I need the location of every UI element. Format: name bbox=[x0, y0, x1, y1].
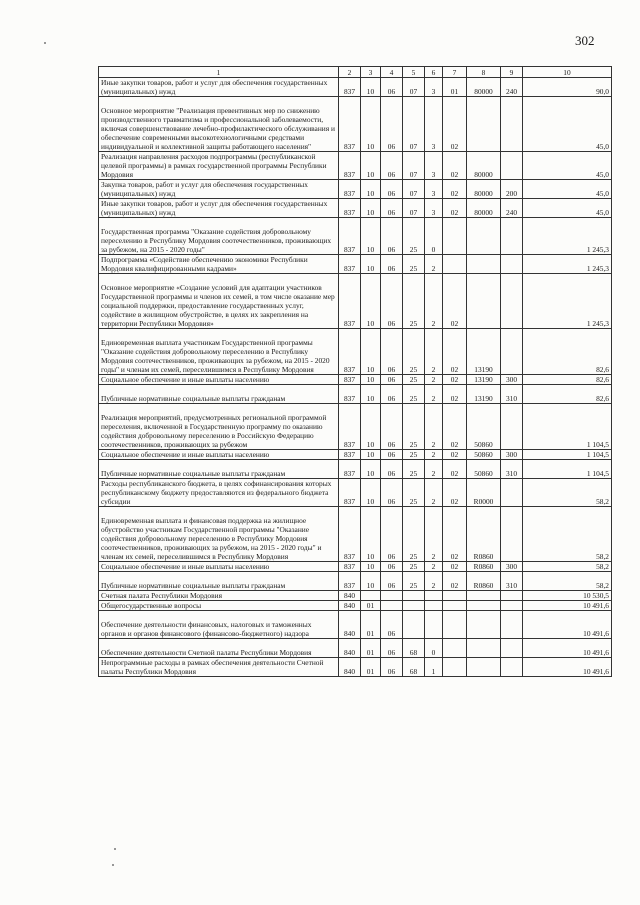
amount-cell: 58,2 bbox=[523, 479, 612, 507]
subprogram-code-cell: 2 bbox=[425, 274, 443, 329]
table-row bbox=[99, 97, 612, 152]
subsection-code-cell: 06 bbox=[381, 658, 403, 677]
event-code-cell bbox=[443, 591, 467, 601]
column-number-header: 4 bbox=[381, 67, 403, 78]
subprogram-code-cell: 3 bbox=[425, 180, 443, 199]
event-code-cell: 02 bbox=[443, 450, 467, 460]
expense-type-code-cell bbox=[501, 404, 523, 450]
table-row bbox=[99, 507, 612, 562]
subsection-code-cell: 06 bbox=[381, 450, 403, 460]
subsection-code-cell: 06 bbox=[381, 274, 403, 329]
ministry-code-cell: 837 bbox=[339, 375, 361, 385]
table-row bbox=[99, 601, 612, 611]
section-code-cell: 10 bbox=[361, 562, 381, 572]
subprogram-code-cell bbox=[425, 591, 443, 601]
event-code-cell: 02 bbox=[443, 507, 467, 562]
subsection-code-cell: 06 bbox=[381, 152, 403, 180]
column-number-header: 5 bbox=[403, 67, 425, 78]
table-row bbox=[99, 460, 612, 479]
program-code-cell: 25 bbox=[403, 479, 425, 507]
amount-cell: 82,6 bbox=[523, 329, 612, 375]
table-row bbox=[99, 274, 612, 329]
amount-cell: 1 104,5 bbox=[523, 404, 612, 450]
subsection-code-cell: 06 bbox=[381, 180, 403, 199]
expense-type-code-cell bbox=[501, 479, 523, 507]
expense-type-code-cell bbox=[501, 591, 523, 601]
subsection-code-cell: 06 bbox=[381, 562, 403, 572]
subprogram-code-cell: 2 bbox=[425, 329, 443, 375]
event-code-cell bbox=[443, 255, 467, 274]
program-code-cell: 25 bbox=[403, 572, 425, 591]
amount-cell: 58,2 bbox=[523, 507, 612, 562]
expense-type-code-cell bbox=[501, 218, 523, 255]
expense-type-code-cell: 310 bbox=[501, 385, 523, 404]
table-row bbox=[99, 218, 612, 255]
subsection-code-cell: 06 bbox=[381, 329, 403, 375]
subsection-code-cell: 06 bbox=[381, 460, 403, 479]
description-cell: Иные закупки товаров, работ и услуг для обеспечения государственных (муниципальных) нужд bbox=[99, 199, 339, 218]
expense-direction-code-cell bbox=[467, 591, 501, 601]
subsection-code-cell: 06 bbox=[381, 218, 403, 255]
ministry-code-cell: 837 bbox=[339, 404, 361, 450]
section-code-cell: 10 bbox=[361, 375, 381, 385]
subprogram-code-cell: 1 bbox=[425, 658, 443, 677]
table-row bbox=[99, 199, 612, 218]
expense-type-code-cell: 200 bbox=[501, 180, 523, 199]
program-code-cell: 25 bbox=[403, 255, 425, 274]
table-row bbox=[99, 591, 612, 601]
event-code-cell: 02 bbox=[443, 385, 467, 404]
ministry-code-cell: 837 bbox=[339, 97, 361, 152]
scan-speck bbox=[114, 848, 116, 850]
description-cell: Публичные нормативные социальные выплаты гражданам bbox=[99, 385, 339, 404]
description-cell: Социальное обеспечение и иные выплаты населению bbox=[99, 375, 339, 385]
subprogram-code-cell: 3 bbox=[425, 152, 443, 180]
description-cell: Обеспечение деятельности финансовых, налоговых и таможенных органов и органов финансового (финансово-бюджетного) надзора bbox=[99, 611, 339, 639]
expense-type-code-cell: 240 bbox=[501, 199, 523, 218]
subprogram-code-cell: 0 bbox=[425, 218, 443, 255]
expense-type-code-cell bbox=[501, 97, 523, 152]
amount-cell: 82,6 bbox=[523, 385, 612, 404]
table-row bbox=[99, 180, 612, 199]
event-code-cell: 02 bbox=[443, 274, 467, 329]
amount-cell: 1 245,3 bbox=[523, 218, 612, 255]
description-cell: Расходы республиканского бюджета, в целях софинансирования которых республиканскому бюджету предоставляются из федерального бюджета субсидии bbox=[99, 479, 339, 507]
amount-cell: 1 104,5 bbox=[523, 450, 612, 460]
description-cell: Публичные нормативные социальные выплаты гражданам bbox=[99, 460, 339, 479]
description-cell: Основное мероприятие «Создание условий для адаптации участников Государственной программы и членов их семей, в том числе оказание мер социальной поддержки, предоставление государственных услуг, содействие в жилищном обустройстве, в целях их закрепления на территории Республики Мордовия» bbox=[99, 274, 339, 329]
table-row bbox=[99, 572, 612, 591]
program-code-cell: 07 bbox=[403, 152, 425, 180]
table-row bbox=[99, 78, 612, 97]
amount-cell: 45,0 bbox=[523, 152, 612, 180]
section-code-cell: 10 bbox=[361, 404, 381, 450]
scan-speck bbox=[44, 42, 46, 44]
subprogram-code-cell: 2 bbox=[425, 479, 443, 507]
ministry-code-cell: 840 bbox=[339, 658, 361, 677]
expense-direction-code-cell: 50860 bbox=[467, 460, 501, 479]
ministry-code-cell: 837 bbox=[339, 218, 361, 255]
expense-type-code-cell: 300 bbox=[501, 450, 523, 460]
section-code-cell: 10 bbox=[361, 199, 381, 218]
expense-direction-code-cell bbox=[467, 218, 501, 255]
ministry-code-cell: 837 bbox=[339, 507, 361, 562]
amount-cell: 45,0 bbox=[523, 199, 612, 218]
section-code-cell: 10 bbox=[361, 78, 381, 97]
table-row bbox=[99, 562, 612, 572]
program-code-cell: 25 bbox=[403, 274, 425, 329]
amount-cell: 45,0 bbox=[523, 180, 612, 199]
program-code-cell: 25 bbox=[403, 385, 425, 404]
subprogram-code-cell: 2 bbox=[425, 572, 443, 591]
amount-cell: 1 245,3 bbox=[523, 274, 612, 329]
expense-direction-code-cell: R0860 bbox=[467, 562, 501, 572]
subsection-code-cell: 06 bbox=[381, 97, 403, 152]
table-row bbox=[99, 658, 612, 677]
program-code-cell: 68 bbox=[403, 658, 425, 677]
subprogram-code-cell: 0 bbox=[425, 639, 443, 658]
section-code-cell: 01 bbox=[361, 601, 381, 611]
program-code-cell bbox=[403, 611, 425, 639]
subsection-code-cell: 06 bbox=[381, 78, 403, 97]
expense-type-code-cell bbox=[501, 507, 523, 562]
expense-type-code-cell bbox=[501, 611, 523, 639]
ministry-code-cell: 837 bbox=[339, 180, 361, 199]
subsection-code-cell: 06 bbox=[381, 404, 403, 450]
section-code-cell: 10 bbox=[361, 385, 381, 404]
ministry-code-cell: 837 bbox=[339, 479, 361, 507]
budget-allocation-table bbox=[98, 66, 612, 677]
ministry-code-cell: 837 bbox=[339, 572, 361, 591]
expense-direction-code-cell bbox=[467, 611, 501, 639]
description-cell: Реализация мероприятий, предусмотренных региональной программой переселения, включенной в Государственную программу по оказанию содействия добровольному переселению в Российскую Федерацию соотечественников, проживающих за рубежом bbox=[99, 404, 339, 450]
expense-direction-code-cell bbox=[467, 658, 501, 677]
table-row bbox=[99, 611, 612, 639]
expense-direction-code-cell: 13190 bbox=[467, 329, 501, 375]
event-code-cell bbox=[443, 611, 467, 639]
event-code-cell: 01 bbox=[443, 78, 467, 97]
subprogram-code-cell: 3 bbox=[425, 78, 443, 97]
expense-direction-code-cell: 13190 bbox=[467, 385, 501, 404]
subprogram-code-cell bbox=[425, 611, 443, 639]
expense-type-code-cell: 310 bbox=[501, 460, 523, 479]
description-cell: Общегосударственные вопросы bbox=[99, 601, 339, 611]
event-code-cell: 02 bbox=[443, 572, 467, 591]
event-code-cell: 02 bbox=[443, 460, 467, 479]
column-number-header: 1 bbox=[99, 67, 339, 78]
description-cell: Счетная палата Республики Мордовия bbox=[99, 591, 339, 601]
ministry-code-cell: 837 bbox=[339, 78, 361, 97]
description-cell: Реализация направления расходов подпрограммы (республиканской целевой программы) в рамках государственной программы Республики Мордовия bbox=[99, 152, 339, 180]
subsection-code-cell: 06 bbox=[381, 375, 403, 385]
table-row bbox=[99, 152, 612, 180]
subprogram-code-cell: 2 bbox=[425, 255, 443, 274]
subsection-code-cell: 06 bbox=[381, 479, 403, 507]
subprogram-code-cell: 3 bbox=[425, 97, 443, 152]
section-code-cell: 01 bbox=[361, 611, 381, 639]
expense-direction-code-cell: 80000 bbox=[467, 199, 501, 218]
table-row bbox=[99, 479, 612, 507]
amount-cell: 10 491,6 bbox=[523, 601, 612, 611]
expense-type-code-cell bbox=[501, 329, 523, 375]
column-number-row bbox=[99, 67, 612, 78]
section-code-cell: 10 bbox=[361, 97, 381, 152]
ministry-code-cell: 837 bbox=[339, 329, 361, 375]
event-code-cell: 02 bbox=[443, 562, 467, 572]
subsection-code-cell: 06 bbox=[381, 639, 403, 658]
subsection-code-cell bbox=[381, 601, 403, 611]
subsection-code-cell: 06 bbox=[381, 572, 403, 591]
table-row bbox=[99, 329, 612, 375]
subprogram-code-cell: 2 bbox=[425, 450, 443, 460]
program-code-cell: 68 bbox=[403, 639, 425, 658]
ministry-code-cell: 837 bbox=[339, 450, 361, 460]
section-code-cell: 01 bbox=[361, 639, 381, 658]
expense-type-code-cell: 240 bbox=[501, 78, 523, 97]
expense-type-code-cell bbox=[501, 152, 523, 180]
subsection-code-cell: 06 bbox=[381, 385, 403, 404]
amount-cell: 10 491,6 bbox=[523, 639, 612, 658]
section-code-cell: 01 bbox=[361, 658, 381, 677]
description-cell: Социальное обеспечение и иные выплаты населению bbox=[99, 562, 339, 572]
description-cell: Единовременная выплата участникам Государственной программы "Оказание содействия добровольному переселению в Республику Мордовия соотечественников, проживающих за рубежом, на 2015 - 2020 годы" и членам их семей, переселившимся в Республику Мордовия bbox=[99, 329, 339, 375]
table-row bbox=[99, 255, 612, 274]
amount-cell: 45,0 bbox=[523, 97, 612, 152]
program-code-cell: 25 bbox=[403, 375, 425, 385]
column-number-header: 7 bbox=[443, 67, 467, 78]
section-code-cell: 10 bbox=[361, 572, 381, 591]
subprogram-code-cell: 2 bbox=[425, 507, 443, 562]
program-code-cell: 25 bbox=[403, 329, 425, 375]
ministry-code-cell: 840 bbox=[339, 639, 361, 658]
program-code-cell: 25 bbox=[403, 562, 425, 572]
subprogram-code-cell: 2 bbox=[425, 385, 443, 404]
amount-cell: 58,2 bbox=[523, 572, 612, 591]
section-code-cell: 10 bbox=[361, 329, 381, 375]
expense-type-code-cell: 310 bbox=[501, 572, 523, 591]
subsection-code-cell: 06 bbox=[381, 611, 403, 639]
program-code-cell: 07 bbox=[403, 97, 425, 152]
column-number-header: 2 bbox=[339, 67, 361, 78]
expense-direction-code-cell bbox=[467, 274, 501, 329]
amount-cell: 90,0 bbox=[523, 78, 612, 97]
column-number-header: 10 bbox=[523, 67, 612, 78]
expense-direction-code-cell: 50860 bbox=[467, 450, 501, 460]
subsection-code-cell: 06 bbox=[381, 507, 403, 562]
expense-type-code-cell: 300 bbox=[501, 375, 523, 385]
expense-type-code-cell: 300 bbox=[501, 562, 523, 572]
amount-cell: 10 491,6 bbox=[523, 611, 612, 639]
program-code-cell bbox=[403, 601, 425, 611]
amount-cell: 10 530,5 bbox=[523, 591, 612, 601]
table-row bbox=[99, 385, 612, 404]
section-code-cell: 10 bbox=[361, 507, 381, 562]
program-code-cell: 25 bbox=[403, 450, 425, 460]
table-row bbox=[99, 450, 612, 460]
section-code-cell: 10 bbox=[361, 274, 381, 329]
program-code-cell: 25 bbox=[403, 460, 425, 479]
expense-type-code-cell bbox=[501, 601, 523, 611]
expense-direction-code-cell bbox=[467, 97, 501, 152]
event-code-cell: 02 bbox=[443, 152, 467, 180]
event-code-cell bbox=[443, 658, 467, 677]
column-number-header: 9 bbox=[501, 67, 523, 78]
event-code-cell: 02 bbox=[443, 329, 467, 375]
table-row bbox=[99, 639, 612, 658]
subprogram-code-cell: 2 bbox=[425, 460, 443, 479]
table-row bbox=[99, 404, 612, 450]
event-code-cell: 02 bbox=[443, 199, 467, 218]
expense-direction-code-cell: 80000 bbox=[467, 152, 501, 180]
subsection-code-cell bbox=[381, 591, 403, 601]
ministry-code-cell: 840 bbox=[339, 611, 361, 639]
program-code-cell: 07 bbox=[403, 180, 425, 199]
subprogram-code-cell: 2 bbox=[425, 404, 443, 450]
section-code-cell: 10 bbox=[361, 152, 381, 180]
event-code-cell: 02 bbox=[443, 180, 467, 199]
description-cell: Единовременная выплата и финансовая поддержка на жилищное обустройство участникам Государственной программы "Оказание содействия добровольному переселению в Республику Мордовия соотечественников, проживающих за рубежом, на 2015 - 2020 годы" и членам их семей, переселившимся в Республику Мордовия bbox=[99, 507, 339, 562]
subsection-code-cell: 06 bbox=[381, 199, 403, 218]
expense-type-code-cell bbox=[501, 274, 523, 329]
event-code-cell: 02 bbox=[443, 375, 467, 385]
section-code-cell: 10 bbox=[361, 479, 381, 507]
subprogram-code-cell: 3 bbox=[425, 199, 443, 218]
ministry-code-cell: 840 bbox=[339, 591, 361, 601]
amount-cell: 58,2 bbox=[523, 562, 612, 572]
expense-type-code-cell bbox=[501, 639, 523, 658]
ministry-code-cell: 837 bbox=[339, 255, 361, 274]
expense-direction-code-cell: R0860 bbox=[467, 507, 501, 562]
section-code-cell: 10 bbox=[361, 460, 381, 479]
section-code-cell: 10 bbox=[361, 255, 381, 274]
program-code-cell: 07 bbox=[403, 78, 425, 97]
expense-type-code-cell bbox=[501, 255, 523, 274]
amount-cell: 82,6 bbox=[523, 375, 612, 385]
column-number-header: 3 bbox=[361, 67, 381, 78]
amount-cell: 1 245,3 bbox=[523, 255, 612, 274]
section-code-cell: 10 bbox=[361, 450, 381, 460]
description-cell: Обеспечение деятельности Счетной палаты Республики Мордовия bbox=[99, 639, 339, 658]
program-code-cell: 25 bbox=[403, 218, 425, 255]
description-cell: Публичные нормативные социальные выплаты гражданам bbox=[99, 572, 339, 591]
event-code-cell: 02 bbox=[443, 97, 467, 152]
amount-cell: 10 491,6 bbox=[523, 658, 612, 677]
expense-direction-code-cell bbox=[467, 639, 501, 658]
description-cell: Закупка товаров, работ и услуг для обеспечения государственных (муниципальных) нужд bbox=[99, 180, 339, 199]
section-code-cell bbox=[361, 591, 381, 601]
program-code-cell: 25 bbox=[403, 404, 425, 450]
expense-direction-code-cell: 80000 bbox=[467, 78, 501, 97]
section-code-cell: 10 bbox=[361, 180, 381, 199]
ministry-code-cell: 837 bbox=[339, 199, 361, 218]
column-number-header: 6 bbox=[425, 67, 443, 78]
subprogram-code-cell: 2 bbox=[425, 375, 443, 385]
program-code-cell bbox=[403, 591, 425, 601]
subsection-code-cell: 06 bbox=[381, 255, 403, 274]
description-cell: Государственная программа "Оказание содействия добровольному переселению в Республику Мордовия соотечественников, проживающих за рубежом, на 2015 - 2020 годы" bbox=[99, 218, 339, 255]
column-number-header: 8 bbox=[467, 67, 501, 78]
event-code-cell bbox=[443, 218, 467, 255]
ministry-code-cell: 837 bbox=[339, 152, 361, 180]
ministry-code-cell: 840 bbox=[339, 601, 361, 611]
ministry-code-cell: 837 bbox=[339, 460, 361, 479]
program-code-cell: 07 bbox=[403, 199, 425, 218]
table-row bbox=[99, 375, 612, 385]
table-body bbox=[99, 78, 612, 677]
event-code-cell bbox=[443, 601, 467, 611]
description-cell: Иные закупки товаров, работ и услуг для обеспечения государственных (муниципальных) нужд bbox=[99, 78, 339, 97]
event-code-cell: 02 bbox=[443, 479, 467, 507]
page-number: 302 bbox=[575, 33, 595, 48]
expense-direction-code-cell: 13190 bbox=[467, 375, 501, 385]
expense-direction-code-cell: R0000 bbox=[467, 479, 501, 507]
scan-speck bbox=[112, 864, 114, 866]
subprogram-code-cell: 2 bbox=[425, 562, 443, 572]
description-cell: Социальное обеспечение и иные выплаты населению bbox=[99, 450, 339, 460]
expense-direction-code-cell: 50860 bbox=[467, 404, 501, 450]
subprogram-code-cell bbox=[425, 601, 443, 611]
expense-direction-code-cell bbox=[467, 601, 501, 611]
event-code-cell bbox=[443, 639, 467, 658]
expense-direction-code-cell: 80000 bbox=[467, 180, 501, 199]
description-cell: Основное мероприятие "Реализация превентивных мер по снижению производственного травматизма и профессиональной заболеваемости, включая совершенствование лечебно-профилактического обслуживания и обеспечение современными высокотехнологичными средствами индивидуальной и коллективной защиты работающего населения" bbox=[99, 97, 339, 152]
ministry-code-cell: 837 bbox=[339, 385, 361, 404]
ministry-code-cell: 837 bbox=[339, 562, 361, 572]
expense-direction-code-cell: R0860 bbox=[467, 572, 501, 591]
event-code-cell: 02 bbox=[443, 404, 467, 450]
amount-cell: 1 104,5 bbox=[523, 460, 612, 479]
description-cell: Непрограммные расходы в рамках обеспечения деятельности Счетной палаты Республики Мордовия bbox=[99, 658, 339, 677]
description-cell: Подпрограмма «Содействие обеспечению экономики Республики Мордовия квалифицированными кадрами» bbox=[99, 255, 339, 274]
ministry-code-cell: 837 bbox=[339, 274, 361, 329]
expense-direction-code-cell bbox=[467, 255, 501, 274]
expense-type-code-cell bbox=[501, 658, 523, 677]
program-code-cell: 25 bbox=[403, 507, 425, 562]
section-code-cell: 10 bbox=[361, 218, 381, 255]
